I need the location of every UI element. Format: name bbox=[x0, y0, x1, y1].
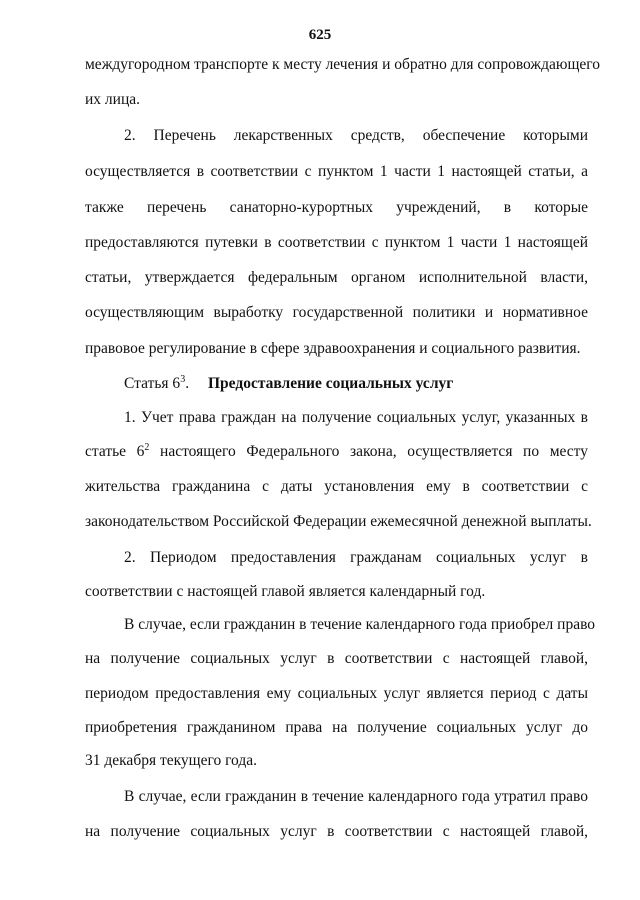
text-line: 1. Учет права граждан на получение социальных услуг, указанных в bbox=[124, 409, 588, 426]
text-line: осуществляющим выработку государственной политики и нормативное bbox=[85, 304, 588, 321]
text-line: статьи, утверждается федеральным органом исполнительной власти, bbox=[85, 269, 588, 286]
text-line: междугородном транспорте к месту лечения и обратно для сопровождающего bbox=[85, 56, 601, 73]
text-line: законодательством Российской Федерации ежемесячной денежной выплаты. bbox=[85, 513, 592, 530]
text-line: приобретения гражданином права на получение социальных услуг до bbox=[85, 719, 588, 736]
text-line: В случае, если гражданин в течение календарного года приобрел право bbox=[124, 616, 596, 633]
text-line: предоставляются путевки в соответствии с пунктом 1 части 1 настоящей bbox=[85, 234, 588, 251]
text-line: также перечень санаторно-курортных учреждений, в которые bbox=[85, 199, 588, 216]
text-line: В случае, если гражданин в течение календарного года утратил право bbox=[124, 788, 588, 805]
text-line: правовое регулирование в сфере здравоохранения и социального развития. bbox=[85, 340, 581, 357]
text-line: жительства гражданина с даты установления ему в соответствии с bbox=[85, 478, 588, 495]
text-line: на получение социальных услуг в соответствии с настоящей главой, bbox=[85, 823, 588, 840]
text-line: 31 декабря текущего года. bbox=[85, 752, 257, 769]
text-line: 2. Перечень лекарственных средств, обеспечение которыми bbox=[124, 127, 588, 144]
text-line: периодом предоставления ему социальных услуг является период с даты bbox=[85, 685, 588, 702]
text-line: соответствии с настоящей главой является календарный год. bbox=[85, 583, 486, 600]
text-line: на получение социальных услуг в соответствии с настоящей главой, bbox=[85, 650, 588, 667]
article-title: Предоставление социальных услуг bbox=[208, 375, 454, 392]
page-number: 625 bbox=[308, 27, 332, 43]
text-line: их лица. bbox=[85, 91, 140, 108]
text-line: 2. Периодом предоставления гражданам социальных услуг в bbox=[124, 549, 588, 566]
text-line-with-reference: статье $6^2$ настоящего Федерального закона, осуществляется по месту bbox=[85, 441, 588, 460]
article-number: Статья $6^3$. bbox=[124, 373, 190, 392]
text-line: осуществляется в соответствии с пунктом 1 части 1 настоящей статьи, а bbox=[85, 163, 588, 180]
